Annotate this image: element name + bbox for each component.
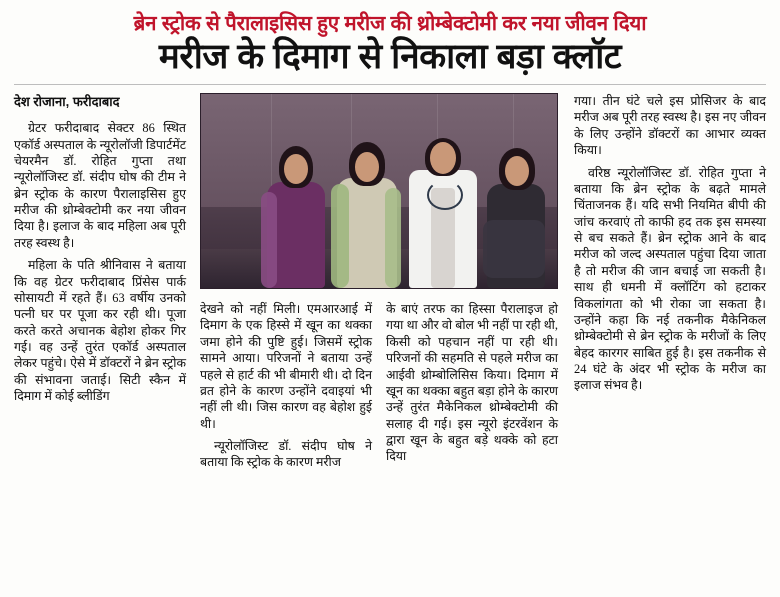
photo-person-2 — [327, 136, 407, 288]
article-photo — [200, 93, 558, 289]
col1-paragraph-2: महिला के पति श्रीनिवास ने बताया कि वह ग्रेटर फरीदाबाद प्रिंसेस पार्क सोसायटी में रहते हैं। 63 वर्षीय उनको पत्नी घर पर पूजा कर रही थी। पूजा करते करते अचानक बेहोश होकर गिर गई। वह उन्हें तुरंत एकॉर्ड अस्पताल लेकर पहुंचे। ऐसे में डॉक्टरों ने ब्रेन स्ट्रोक की संभावना जताई। सिटी स्कैन में दिमाग में कोई ब्लीडिंग — [14, 258, 186, 404]
person-2-dupatta — [331, 184, 349, 288]
person-3-head — [430, 142, 456, 174]
main-headline: मरीज के दिमाग से निकाला बड़ा क्लॉट — [158, 36, 622, 76]
col2-paragraph-1: देखने को नहीं मिली। एमआरआई में दिमाग के एक हिस्से में खून का थक्का जमा होने की पुष्टि हुई। जिसमें स्ट्रोक सामने आया। परिजनों ने बताया उन्हें पहले से हार्ट की भी बीमारी थी। दो दिन व्रत होने के कारण उन्होंने दवाइयां भी नहीं ली थी। जिस कारण वह बेहोश हुई थी। — [200, 302, 372, 431]
photo-person-4 — [479, 140, 555, 288]
column-3 — [386, 301, 558, 471]
person-1-dupatta — [261, 192, 277, 288]
person-2-head — [355, 152, 379, 182]
kicker-headline: ब्रेन स्ट्रोक से पैरालाइसिस हुए मरीज की थ्रोम्बेक्टोमी कर नया जीवन दिया — [133, 12, 647, 35]
header-divider — [14, 84, 766, 85]
col4-paragraph-2: वरिष्ठ न्यूरोलॉजिस्ट डॉ. रोहित गुप्ता ने बताया कि ब्रेन स्ट्रोक के बढ़ते मामले चिंताजनक हैं। यदि सभी नियमित बीपी की जांच करवाएं तो काफी हद तक इस समस्या से बच सकते हैं। ब्रेन स्ट्रोक आने के बाद मरीज को जल्द अस्पताल पहुंचा दिया जाता है तो मरीज की जान बचाई जा सकती है। साथ ही धमनी में क्लॉटिंग को हटाकर विकलांगता को भी रोका जा सकता है। उन्होंने कहा कि नई तकनीक मैकेनिकल थ्रोम्बेक्टोमी से ब्रेन स्ट्रोक के मरीजों के लिए बेहद कारगर साबित हुई है। इस तकनीक से 24 घंटे के अंदर भी स्ट्रोक के मरीज का इलाज संभव है। — [574, 165, 766, 393]
col1-paragraph-1: ग्रेटर फरीदाबाद सेक्टर 86 स्थित एकॉर्ड अस्पताल के न्यूरोलॉजी डिपार्टमेंट चेयरमैन डॉ. रोहित गुप्ता तथा न्यूरोलॉजिस्ट डॉ. संदीप घोष की टीम ने ब्रेन स्ट्रोक के कारण पैरालाइसिस हुए मरीज की थ्रोम्बेक्टोमी कर नया जीवन दिया है। इलाज के बाद महिला अब पूरी तरह स्वस्थ है। — [14, 121, 186, 250]
person-4-head — [505, 156, 529, 186]
col4-paragraph-1: गया। तीन घंटे चले इस प्रोसिजर के बाद मरीज अब पूरी तरह स्वस्थ है। इस नए जीवन के लिए उन्होंने डॉक्टरों का आभार व्यक्त किया। — [574, 94, 766, 158]
column-4 — [574, 93, 766, 400]
col2-paragraph-2: न्यूरोलॉजिस्ट डॉ. संदीप घोष ने बताया कि स्ट्रोक के कारण मरीज — [200, 439, 372, 470]
article-body — [14, 93, 766, 533]
photo-person-3 — [401, 128, 485, 288]
stethoscope-icon — [427, 180, 463, 210]
col3-paragraph-1: के बाएं तरफ का हिस्सा पैरालाइज हो गया था और वो बोल भी नहीं पा रही थी, किसी को पहचान नहीं पा रही थी। परिजनों की सहमति से पहले मरीज का आईवी थ्रोम्बोलिसिस किया। दिमाग में खून का थक्का बहुत बड़ा होने के कारण उन्हें तुरंत मैकेनिकल थ्रोम्बेक्टोमी की सलाह दी गई। इस न्यूरो इंटरवेंशन के द्वारा खून के बहुत बड़े थक्के को हटा दिया — [386, 302, 558, 464]
column-1 — [14, 93, 186, 411]
person-4-shawl — [483, 220, 545, 278]
photo-person-1 — [259, 138, 333, 288]
person-1-head — [284, 154, 308, 184]
byline: देश रोजाना, फरीदाबाद — [14, 94, 120, 110]
column-2 — [200, 301, 372, 477]
person-2-dupatta-right — [385, 188, 401, 288]
